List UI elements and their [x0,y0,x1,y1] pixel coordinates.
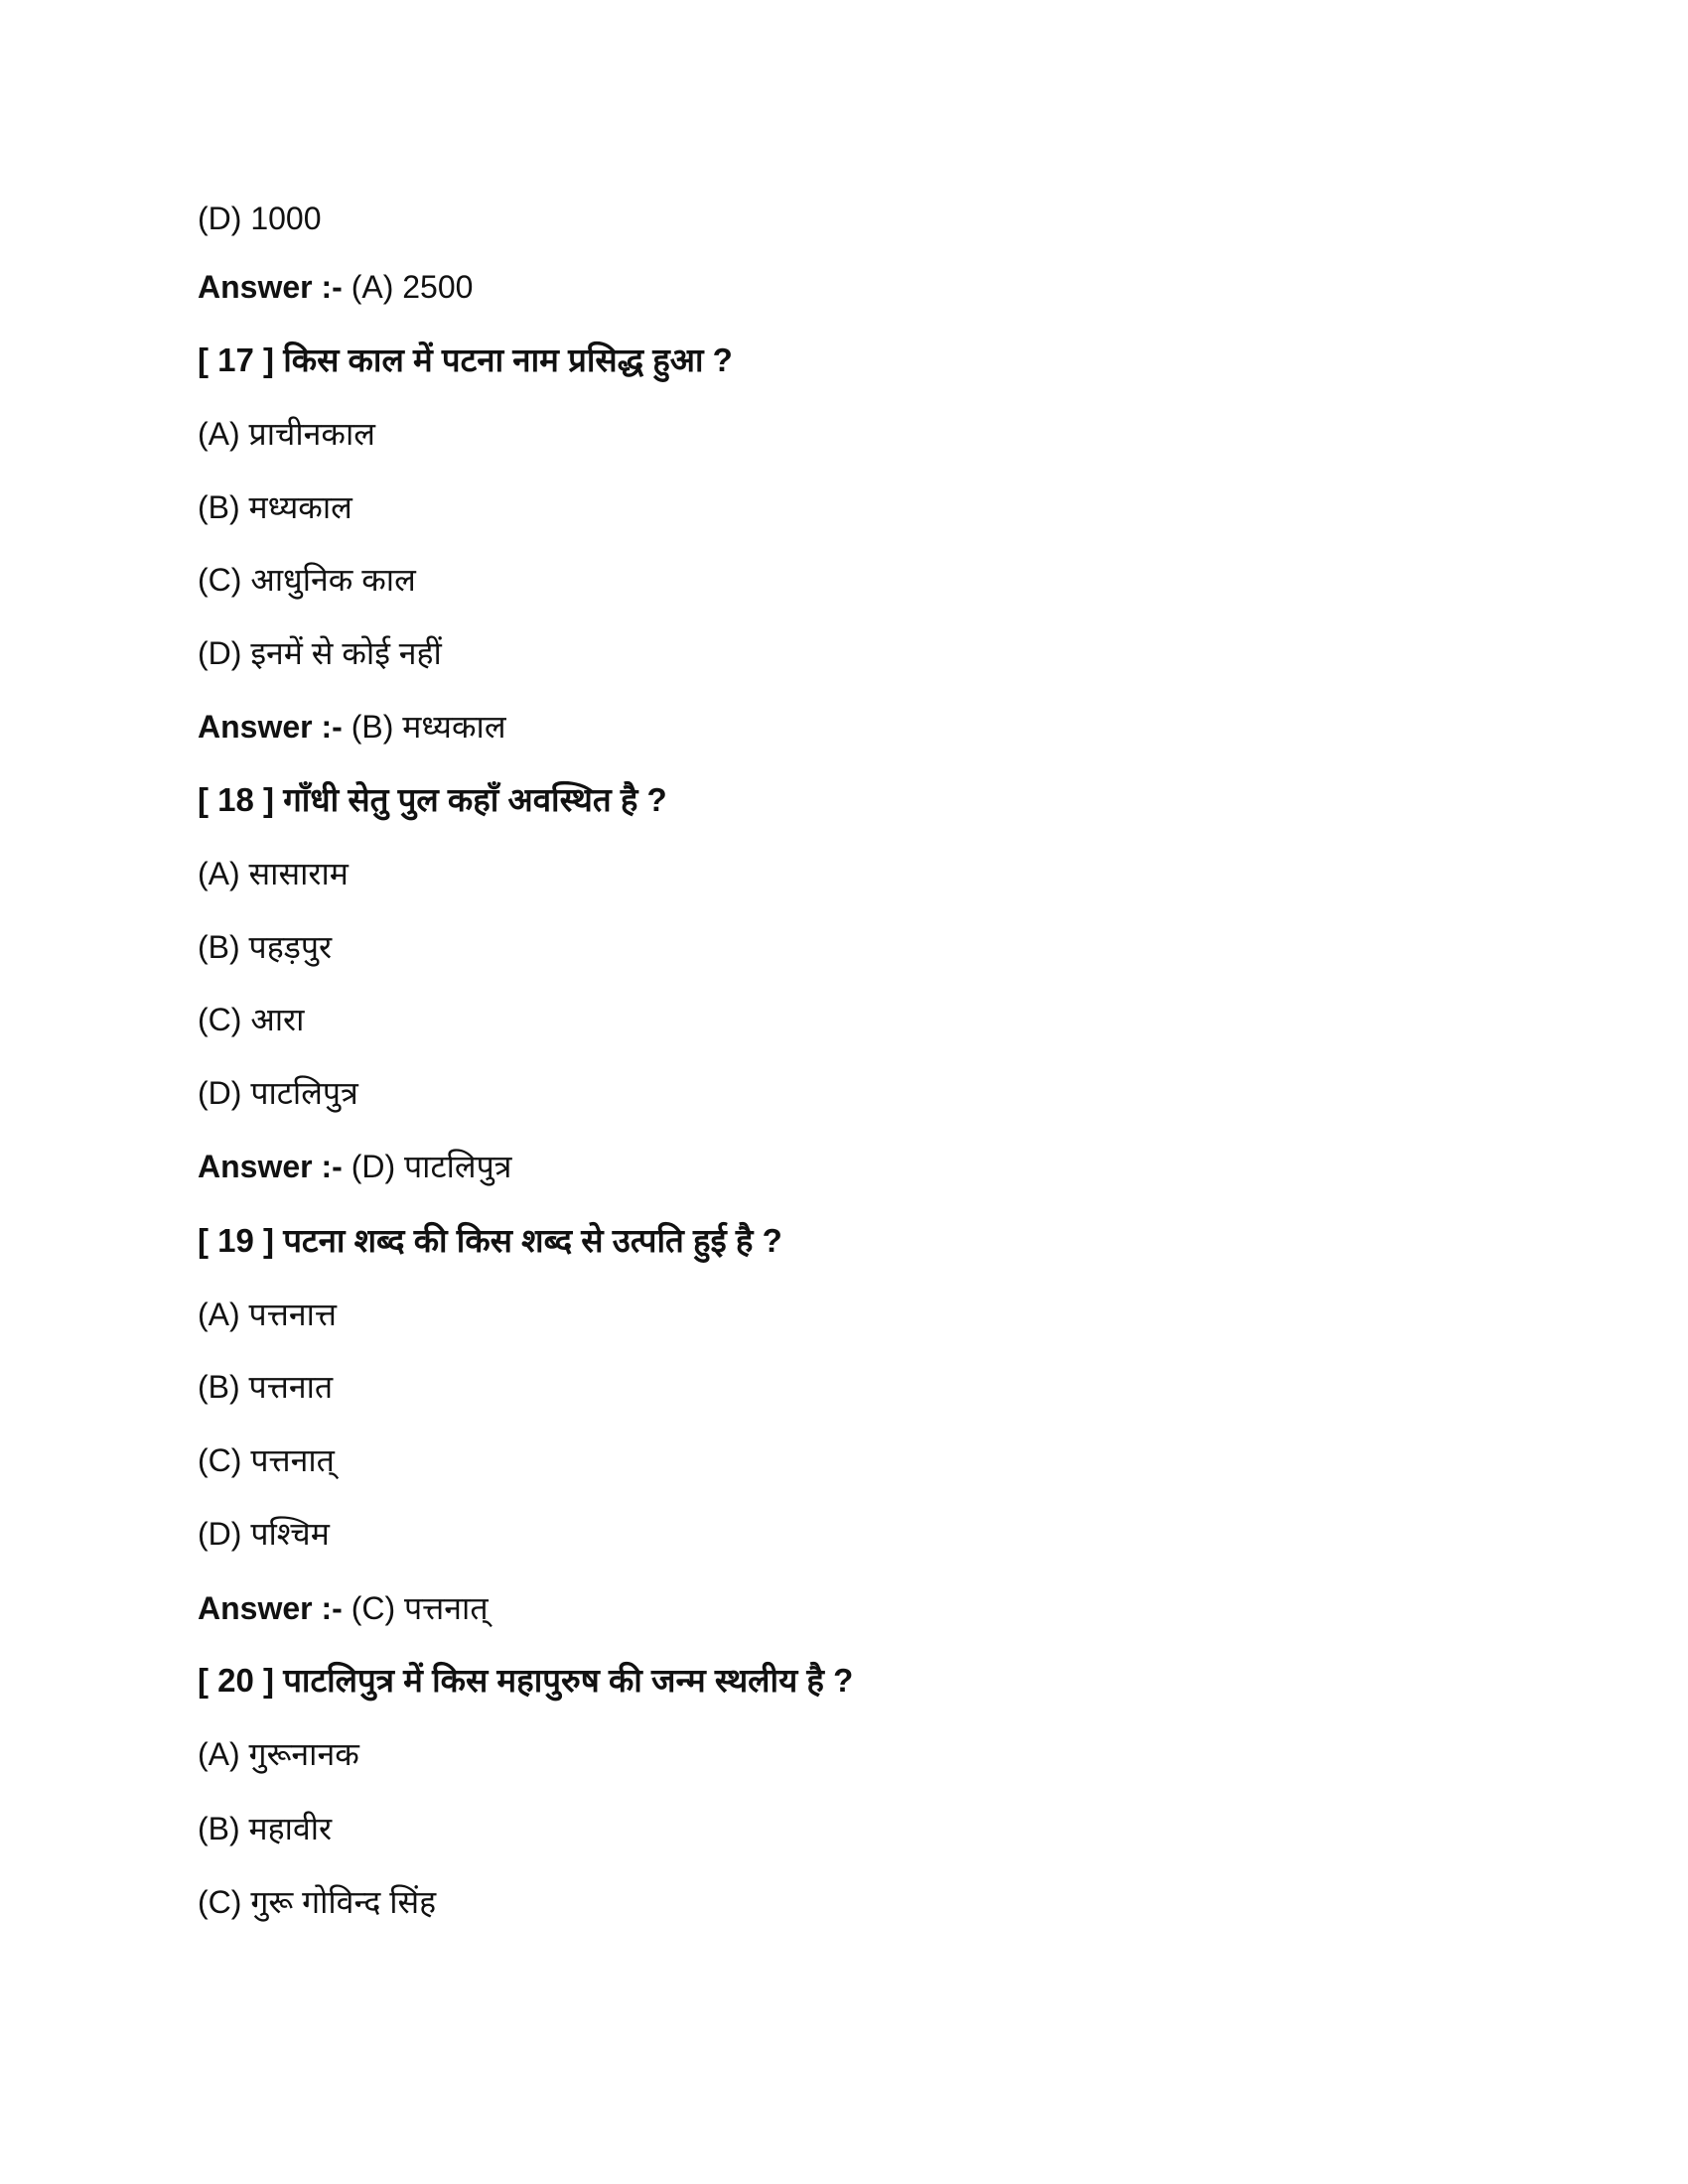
answer-q19 [198,1571,489,1645]
question-20: [ 20 ] पाटलिपुत्र में किस महापुरुष की जन्म स्थलीय है ? [198,1662,854,1699]
question-17: [ 17 ] किस काल में पटना नाम प्रसिद्ध हुआ ? [198,341,733,378]
answer-q17 [198,690,506,763]
answer-value: (C) पत्तनात् [351,1590,489,1626]
option-q20-c: (C) गुरू गोविन्द सिंह [198,1884,437,1920]
answer-label: Answer :- [198,1590,343,1626]
option-q20-b: (B) महावीर [198,1811,333,1846]
option-q20-a: (A) गुरूनानक [198,1736,359,1772]
option-q18-b: (B) पहड़पुर [198,929,333,965]
option-q17-b: (B) मध्यकाल [198,489,352,525]
answer-value: (B) मध्यकाल [351,709,506,745]
question-19: [ 19 ] पटना शब्द की किस शब्द से उत्पति हुई है ? [198,1222,782,1259]
option-q19-d: (D) पश्चिम [198,1516,330,1552]
option-q19-c: (C) पत्तनात् [198,1442,335,1478]
option-q17-d: (D) इनमें से कोई नहीं [198,635,442,671]
option-q18-d: (D) पाटलिपुत्र [198,1075,358,1111]
option-q18-a: (A) सासाराम [198,856,349,891]
answer-value: (D) पाटलिपुत्र [351,1149,512,1184]
answer-q18 [198,1130,511,1203]
option-q18-c: (C) आरा [198,1002,305,1037]
answer-label: Answer :- [198,1149,343,1184]
answer-q16 [198,250,473,324]
question-18: [ 18 ] गाँधी सेतु पुल कहाँ अवस्थित है ? [198,781,667,818]
option-q17-c: (C) आधुनिक काल [198,562,416,598]
answer-label: Answer :- [198,709,343,745]
option-q17-a: (A) प्राचीनकाल [198,416,375,452]
answer-value: (A) 2500 [351,269,474,305]
option-q19-b: (B) पत्तनात [198,1369,334,1405]
option-q19-a: (A) पत्तनात्त [198,1297,337,1332]
answer-label: Answer :- [198,269,343,305]
option-q16-d: (D) 1000 [198,201,322,236]
